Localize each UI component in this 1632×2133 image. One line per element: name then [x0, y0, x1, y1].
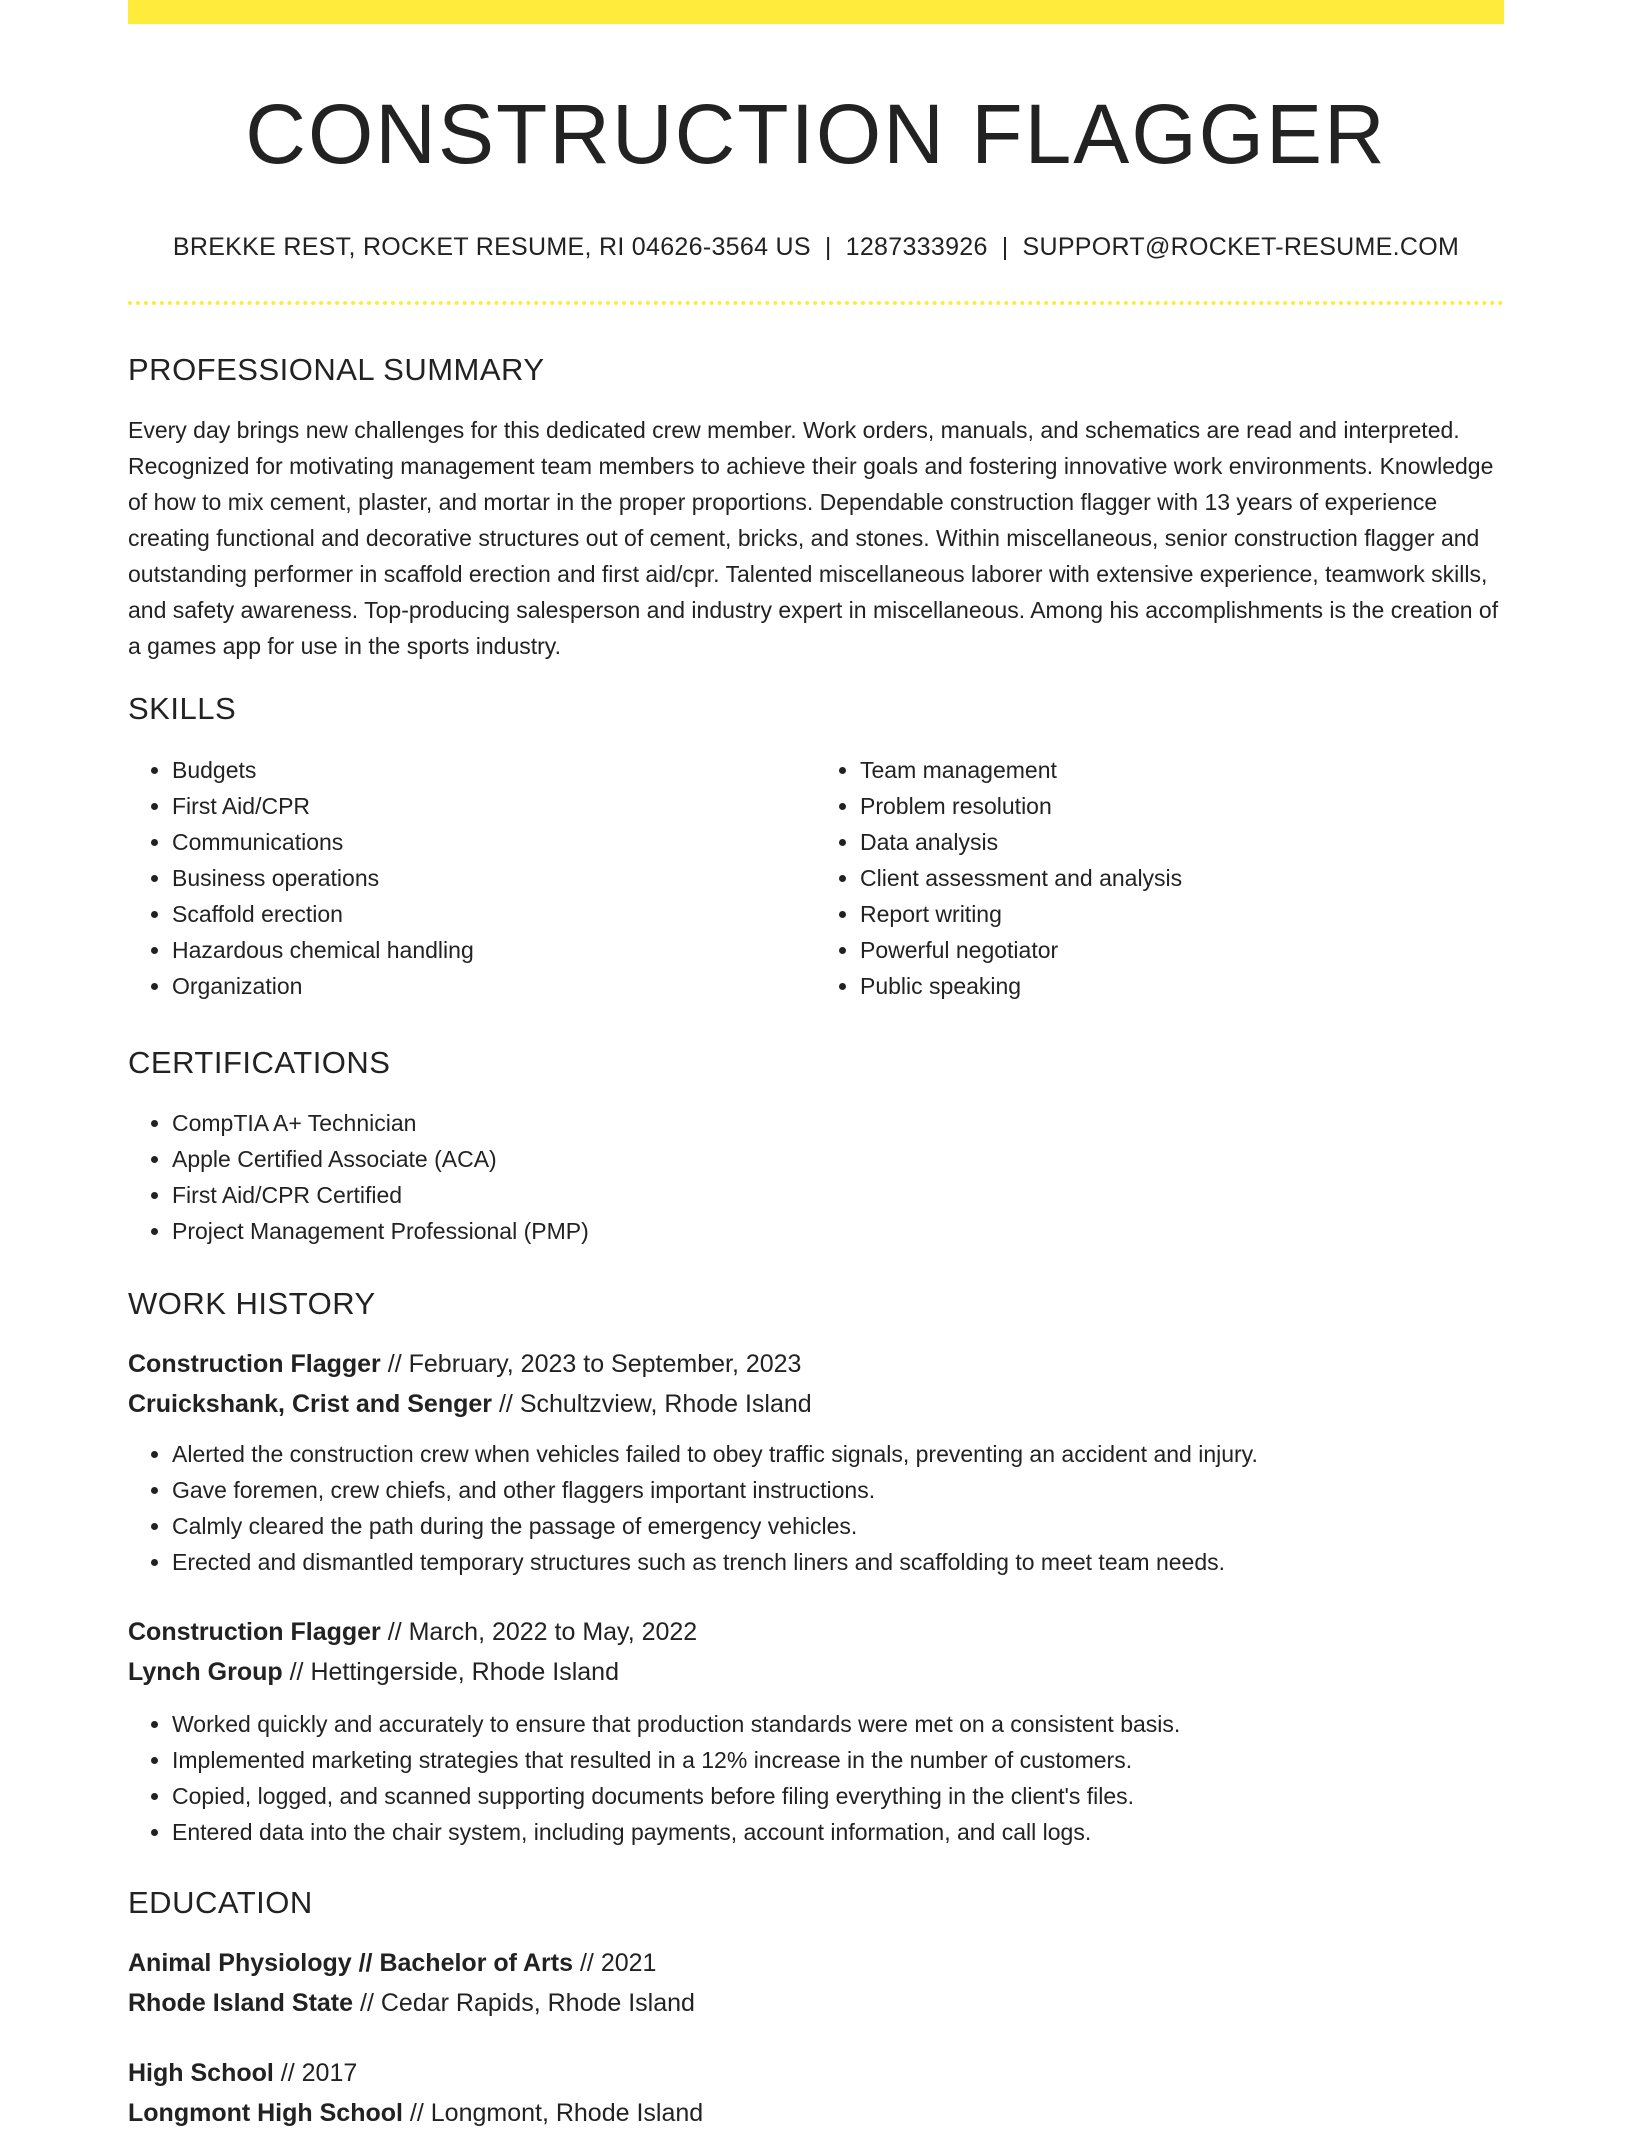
education-year: 2021	[600, 1949, 657, 1978]
education-heading: EDUCATION	[128, 1885, 313, 1921]
contact-phone: 1287333926	[845, 232, 988, 261]
job-company-line	[128, 1384, 1504, 1424]
separator: //	[280, 2059, 295, 2088]
skill-item: • Public speaking	[860, 968, 1504, 1004]
skills-list-right	[816, 752, 1504, 1004]
education-location: Cedar Rapids, Rhode Island	[380, 1989, 695, 2018]
skill-item: • Budgets	[172, 752, 816, 788]
job-dates: March, 2022 to May, 2022	[408, 1618, 698, 1647]
certification-item: • Project Management Professional (PMP)	[172, 1213, 1504, 1249]
skill-item: • Organization	[172, 968, 816, 1004]
education-entry	[128, 1943, 1504, 2023]
job-title-line	[128, 1612, 1504, 1652]
resume-title: CONSTRUCTION FLAGGER	[245, 87, 1387, 181]
job-title-line	[128, 1344, 1504, 1384]
resume-page	[128, 0, 1504, 2133]
job-duty: • Implemented marketing strategies that resulted in a 12% increase in the number of customers.	[172, 1742, 1504, 1778]
skill-item: • Scaffold erection	[172, 896, 816, 932]
skill-item: • First Aid/CPR	[172, 788, 816, 824]
summary-text: Every day brings new challenges for this dedicated crew member. Work orders, manuals, and schematics are read and interpreted. Recognized for motivating management team members to achieve their goals and fostering innovative work environments. Knowledge of how to mix cement, plaster, and mortar in the proper proportions. Dependable construction flagger with 13 years of experience creating functional and decorative structures out of cement, bricks, and stones. Within miscellaneous, senior construction flagger and outstanding performer in scaffold erection and first aid/cpr. Talented miscellaneous laborer with extensive experience, teamwork skills, and safety awareness. Top-producing salesperson and industry expert in miscellaneous. Among his accomplishments is the creation of a games app for use in the sports industry.	[128, 417, 1499, 660]
job-title: Construction Flagger	[128, 1618, 381, 1647]
separator: //	[409, 2099, 424, 2128]
education-entry	[128, 2053, 1504, 2133]
job-duty: • Calmly cleared the path during the passage of emergency vehicles.	[172, 1508, 1504, 1544]
skills-grid	[128, 752, 1504, 1004]
education-degree-line	[128, 2053, 1504, 2093]
contact-email: SUPPORT@ROCKET-RESUME.COM	[1022, 232, 1460, 261]
skill-item: • Communications	[172, 824, 816, 860]
education-degree-line	[128, 1943, 1504, 1983]
education-degree: High School	[128, 2059, 274, 2088]
header-divider	[128, 301, 1504, 305]
education-school: Longmont High School	[128, 2099, 403, 2128]
job-entry	[128, 1344, 1504, 1580]
certification-item: • CompTIA A+ Technician	[172, 1105, 1504, 1141]
education-degree: Animal Physiology // Bachelor of Arts	[128, 1949, 573, 1978]
skill-item: • Client assessment and analysis	[860, 860, 1504, 896]
skill-item: • Report writing	[860, 896, 1504, 932]
job-duties-list	[128, 1436, 1504, 1580]
education-school-line	[128, 2093, 1504, 2133]
job-duty: • Gave foremen, crew chiefs, and other flaggers important instructions.	[172, 1472, 1504, 1508]
education-location: Longmont, Rhode Island	[430, 2099, 704, 2128]
job-duty: • Erected and dismantled temporary structures such as trench liners and scaffolding to meet team needs.	[172, 1544, 1504, 1580]
education-school-line	[128, 1983, 1504, 2023]
skill-item: • Team management	[860, 752, 1504, 788]
summary-heading: PROFESSIONAL SUMMARY	[128, 352, 545, 388]
separator: //	[579, 1949, 594, 1978]
skill-item: • Powerful negotiator	[860, 932, 1504, 968]
skill-item: • Data analysis	[860, 824, 1504, 860]
job-duty: • Entered data into the chair system, including payments, account information, and call logs.	[172, 1814, 1504, 1850]
job-duty: • Copied, logged, and scanned supporting documents before filing everything in the client's files.	[172, 1778, 1504, 1814]
skill-item: • Business operations	[172, 860, 816, 896]
job-company-line	[128, 1652, 1504, 1692]
separator: //	[289, 1658, 304, 1687]
contact-address: BREKKE REST, ROCKET RESUME, RI 04626-3564 US	[172, 232, 811, 261]
contact-line	[128, 231, 1504, 264]
separator: //	[387, 1618, 402, 1647]
job-duties-list	[128, 1706, 1504, 1850]
contact-separator: |	[824, 232, 832, 261]
certifications-heading: CERTIFICATIONS	[128, 1044, 391, 1080]
skills-heading: SKILLS	[128, 691, 237, 727]
education-school: Rhode Island State	[128, 1989, 354, 2018]
job-duty: • Alerted the construction crew when vehicles failed to obey traffic signals, preventing an accident and injury.	[172, 1436, 1504, 1472]
work-history-heading: WORK HISTORY	[128, 1285, 376, 1321]
accent-top-bar	[128, 0, 1504, 24]
skills-list-left	[128, 752, 816, 1004]
job-duty: • Worked quickly and accurately to ensure that production standards were met on a consistent basis.	[172, 1706, 1504, 1742]
skill-item: • Hazardous chemical handling	[172, 932, 816, 968]
job-entry	[128, 1612, 1504, 1850]
separator: //	[387, 1350, 402, 1379]
certification-item: • Apple Certified Associate (ACA)	[172, 1141, 1504, 1177]
job-location: Hettingerside, Rhode Island	[310, 1658, 619, 1687]
separator: //	[498, 1390, 513, 1419]
job-company: Lynch Group	[128, 1658, 283, 1687]
contact-separator: |	[1001, 232, 1009, 261]
certification-item: • First Aid/CPR Certified	[172, 1177, 1504, 1213]
education-year: 2017	[301, 2059, 358, 2088]
job-location: Schultzview, Rhode Island	[519, 1390, 812, 1419]
separator: //	[360, 1989, 374, 2018]
job-dates: February, 2023 to September, 2023	[408, 1350, 802, 1379]
skill-item: • Problem resolution	[860, 788, 1504, 824]
job-title: Construction Flagger	[128, 1350, 381, 1379]
job-company: Cruickshank, Crist and Senger	[128, 1390, 493, 1419]
certifications-list	[128, 1105, 1504, 1249]
